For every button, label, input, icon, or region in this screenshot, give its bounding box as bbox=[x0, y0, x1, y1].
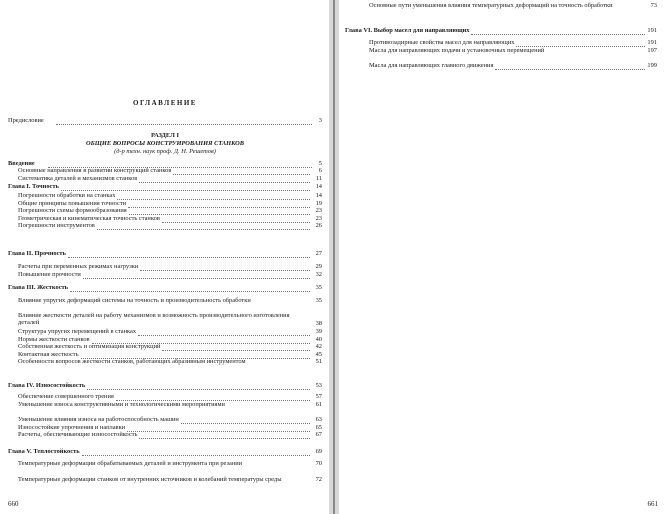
entry-page: 197 bbox=[647, 47, 657, 55]
entry-page: 29 bbox=[315, 263, 322, 270]
entry-page: 14 bbox=[315, 183, 322, 190]
toc-entry[interactable] bbox=[18, 431, 322, 438]
entry-label: Уменьшение влияния износа на работоспособность машин bbox=[18, 416, 179, 423]
right-page bbox=[339, 0, 666, 514]
entry-page: 3 bbox=[318, 117, 322, 124]
entry-label: Глава IV. Износостойкость bbox=[8, 382, 86, 389]
page-number-left: 660 bbox=[8, 500, 19, 508]
entry-label: Влияние упругих деформаций системы на точность и производительность обработки bbox=[18, 297, 251, 304]
toc-entry[interactable] bbox=[18, 271, 322, 278]
entry-page: 73 bbox=[650, 2, 657, 10]
entry-page: 53 bbox=[315, 382, 322, 389]
toc-entry[interactable] bbox=[18, 416, 322, 423]
entry-label: Систематика деталей и механизмов станков bbox=[18, 174, 138, 182]
entry-label: Геометрическая и кинематическая точность станков bbox=[18, 214, 160, 222]
dot-leader bbox=[516, 39, 645, 47]
toc-entry[interactable] bbox=[18, 351, 322, 358]
entry-page: 39 bbox=[315, 328, 322, 335]
toc-entry-preface[interactable] bbox=[8, 117, 322, 124]
toc-entry[interactable] bbox=[18, 312, 322, 327]
entry-page: 191 bbox=[647, 39, 657, 46]
entry-page: 19 bbox=[315, 199, 322, 207]
entry-label: Глава III. Жесткость bbox=[8, 284, 69, 291]
entry-page: 57 bbox=[315, 393, 322, 400]
toc-chapter[interactable] bbox=[8, 183, 322, 190]
entry-label: Расчеты, обеспечивающие износостойкость bbox=[18, 431, 138, 439]
entry-label: Предисловие bbox=[8, 117, 44, 124]
entry-label: Глава V. Теплостойкость bbox=[8, 448, 80, 455]
toc-entry[interactable] bbox=[369, 39, 657, 46]
toc-entry[interactable] bbox=[369, 2, 657, 9]
entry-label: Контактная жесткость bbox=[18, 350, 79, 358]
entry-label: Глава I. Точность bbox=[8, 183, 59, 190]
entry-page: 35 bbox=[315, 284, 322, 291]
entry-page: 69 bbox=[315, 448, 322, 455]
dot-leader bbox=[82, 448, 310, 456]
toc-entry[interactable] bbox=[18, 328, 322, 335]
entry-label: Собственная жесткость и оптимизация конструкций bbox=[18, 343, 161, 351]
toc-chapter[interactable] bbox=[8, 382, 322, 389]
chapter-label: Введение bbox=[8, 160, 35, 167]
entry-page: 199 bbox=[647, 62, 657, 69]
entry-page: 51 bbox=[315, 358, 322, 366]
entry-page: 191 bbox=[647, 27, 657, 34]
entry-page: 27 bbox=[315, 250, 322, 257]
toc-entry[interactable] bbox=[18, 424, 322, 431]
section-subtitle: ОБЩИЕ ВОПРОСЫ КОНСТРУИРОВАНИЯ СТАНКОВ bbox=[86, 140, 244, 147]
entry-label: Масла для направляющих главного движения bbox=[369, 62, 494, 69]
entry-label: Погрешности схемы формообразования bbox=[18, 207, 127, 215]
toc-entry[interactable] bbox=[18, 263, 322, 270]
toc-entry[interactable] bbox=[18, 336, 322, 343]
toc-entry[interactable] bbox=[18, 207, 322, 214]
toc-chapter[interactable] bbox=[8, 448, 322, 455]
toc-entry[interactable] bbox=[18, 476, 322, 483]
entry-page: 42 bbox=[315, 343, 322, 351]
entry-label: Глава VI. Выбор масел для направляющих bbox=[345, 27, 470, 34]
dot-leader bbox=[139, 175, 310, 183]
toc-entry[interactable] bbox=[369, 47, 657, 54]
toc-entry[interactable] bbox=[18, 358, 322, 365]
dot-leader bbox=[61, 183, 310, 191]
entry-page: 70 bbox=[315, 460, 322, 468]
entry-page: 65 bbox=[315, 423, 322, 431]
entry-label: Температурные деформации обрабатываемых деталей и инструмента при резании bbox=[18, 460, 243, 467]
page-gutter bbox=[329, 0, 339, 514]
dot-leader bbox=[68, 250, 310, 258]
entry-page: 11 bbox=[315, 174, 322, 182]
entry-label: Погрешности инструментов bbox=[18, 222, 95, 230]
entry-label: Структура упругих перемещений в станках bbox=[18, 328, 137, 335]
entry-label: Обеспечение совершенного трения bbox=[18, 393, 114, 400]
entry-label: Уменьшение износа конструктивными и технологическими мероприятиями bbox=[18, 401, 225, 408]
entry-label: Нормы жесткости станков bbox=[18, 335, 90, 343]
entry-label: Основные направления в развитии конструкций станков bbox=[18, 167, 172, 174]
entry-page: 45 bbox=[315, 350, 322, 358]
toc-entry[interactable] bbox=[369, 62, 657, 69]
toc-entry[interactable] bbox=[18, 393, 322, 400]
entry-label: Масла для направляющих подачи и установочных перемещений bbox=[369, 47, 545, 54]
entry-page: 63 bbox=[315, 416, 322, 423]
entry-page: 67 bbox=[315, 431, 322, 439]
dot-leader bbox=[97, 222, 310, 230]
entry-label: Особенности вопросов жесткости станков, работающих абразивным инструментом bbox=[18, 358, 246, 365]
chapter-page: 5 bbox=[318, 160, 322, 167]
toc-entry[interactable] bbox=[18, 343, 322, 350]
toc-chapter[interactable] bbox=[8, 284, 322, 291]
entry-label: Основные пути уменьшения влияния температурных деформаций на точность обработки bbox=[369, 2, 613, 9]
dot-leader bbox=[139, 431, 310, 439]
entry-page: 61 bbox=[315, 401, 322, 409]
toc-chapter[interactable] bbox=[345, 27, 657, 34]
entry-label: Противозадирные свойства масел для направляющих bbox=[369, 39, 515, 46]
dot-leader bbox=[87, 382, 310, 390]
left-page bbox=[0, 0, 329, 514]
entry-page: 38 bbox=[315, 319, 322, 327]
entry-page: 35 bbox=[315, 297, 322, 305]
dot-leader bbox=[116, 393, 310, 401]
dot-leader bbox=[495, 62, 645, 70]
toc-entry[interactable] bbox=[18, 175, 322, 182]
toc-entry[interactable] bbox=[18, 460, 322, 467]
toc-entry[interactable] bbox=[18, 222, 322, 229]
section-title: РАЗДЕЛ I bbox=[151, 132, 179, 139]
entry-label: Глава II. Прочность bbox=[8, 250, 66, 257]
entry-page: 23 bbox=[315, 214, 322, 222]
entry-page: 26 bbox=[315, 222, 322, 230]
entry-page: 72 bbox=[315, 476, 322, 484]
entry-label: Температурные деформации станков от внутренних источников и колебаний температуры среды bbox=[18, 476, 282, 483]
page-number-right: 661 bbox=[647, 500, 658, 508]
dot-leader bbox=[471, 27, 645, 35]
entry-page: 32 bbox=[315, 270, 322, 278]
entry-label: Износостойкие упрочнения и наплавки bbox=[18, 423, 126, 431]
toc-entry[interactable] bbox=[18, 200, 322, 207]
entry-page: 40 bbox=[315, 335, 322, 343]
toc-chapter-intro[interactable] bbox=[8, 160, 322, 167]
toc-chapter[interactable] bbox=[8, 250, 322, 257]
entry-label: Общие принципы повышения точности bbox=[18, 199, 127, 207]
dot-leader bbox=[70, 284, 310, 292]
toc-entry[interactable] bbox=[18, 167, 322, 174]
entry-label: Повышение прочности bbox=[18, 270, 81, 278]
toc-entry[interactable] bbox=[18, 401, 322, 408]
dot-leader bbox=[83, 271, 310, 279]
section-editor: (д-р техн. наук проф. Д. Н. Решетов) bbox=[114, 148, 216, 155]
toc-entry[interactable] bbox=[18, 192, 322, 199]
entry-label: Расчеты при переменных режимах нагрузки bbox=[18, 263, 139, 270]
toc-heading: ОГЛАВЛЕНИЕ bbox=[133, 99, 197, 107]
entry-label: Влияние жесткости деталей на работу механизмов и возможность производительного изготовления деталей bbox=[18, 312, 290, 327]
entry-label: Погрешности обработки на станках bbox=[18, 192, 116, 199]
entry-page: 23 bbox=[315, 207, 322, 215]
toc-entry[interactable] bbox=[18, 297, 322, 304]
toc-entry[interactable] bbox=[18, 215, 322, 222]
entry-page: 6 bbox=[318, 167, 322, 174]
entry-page: 14 bbox=[315, 192, 322, 199]
